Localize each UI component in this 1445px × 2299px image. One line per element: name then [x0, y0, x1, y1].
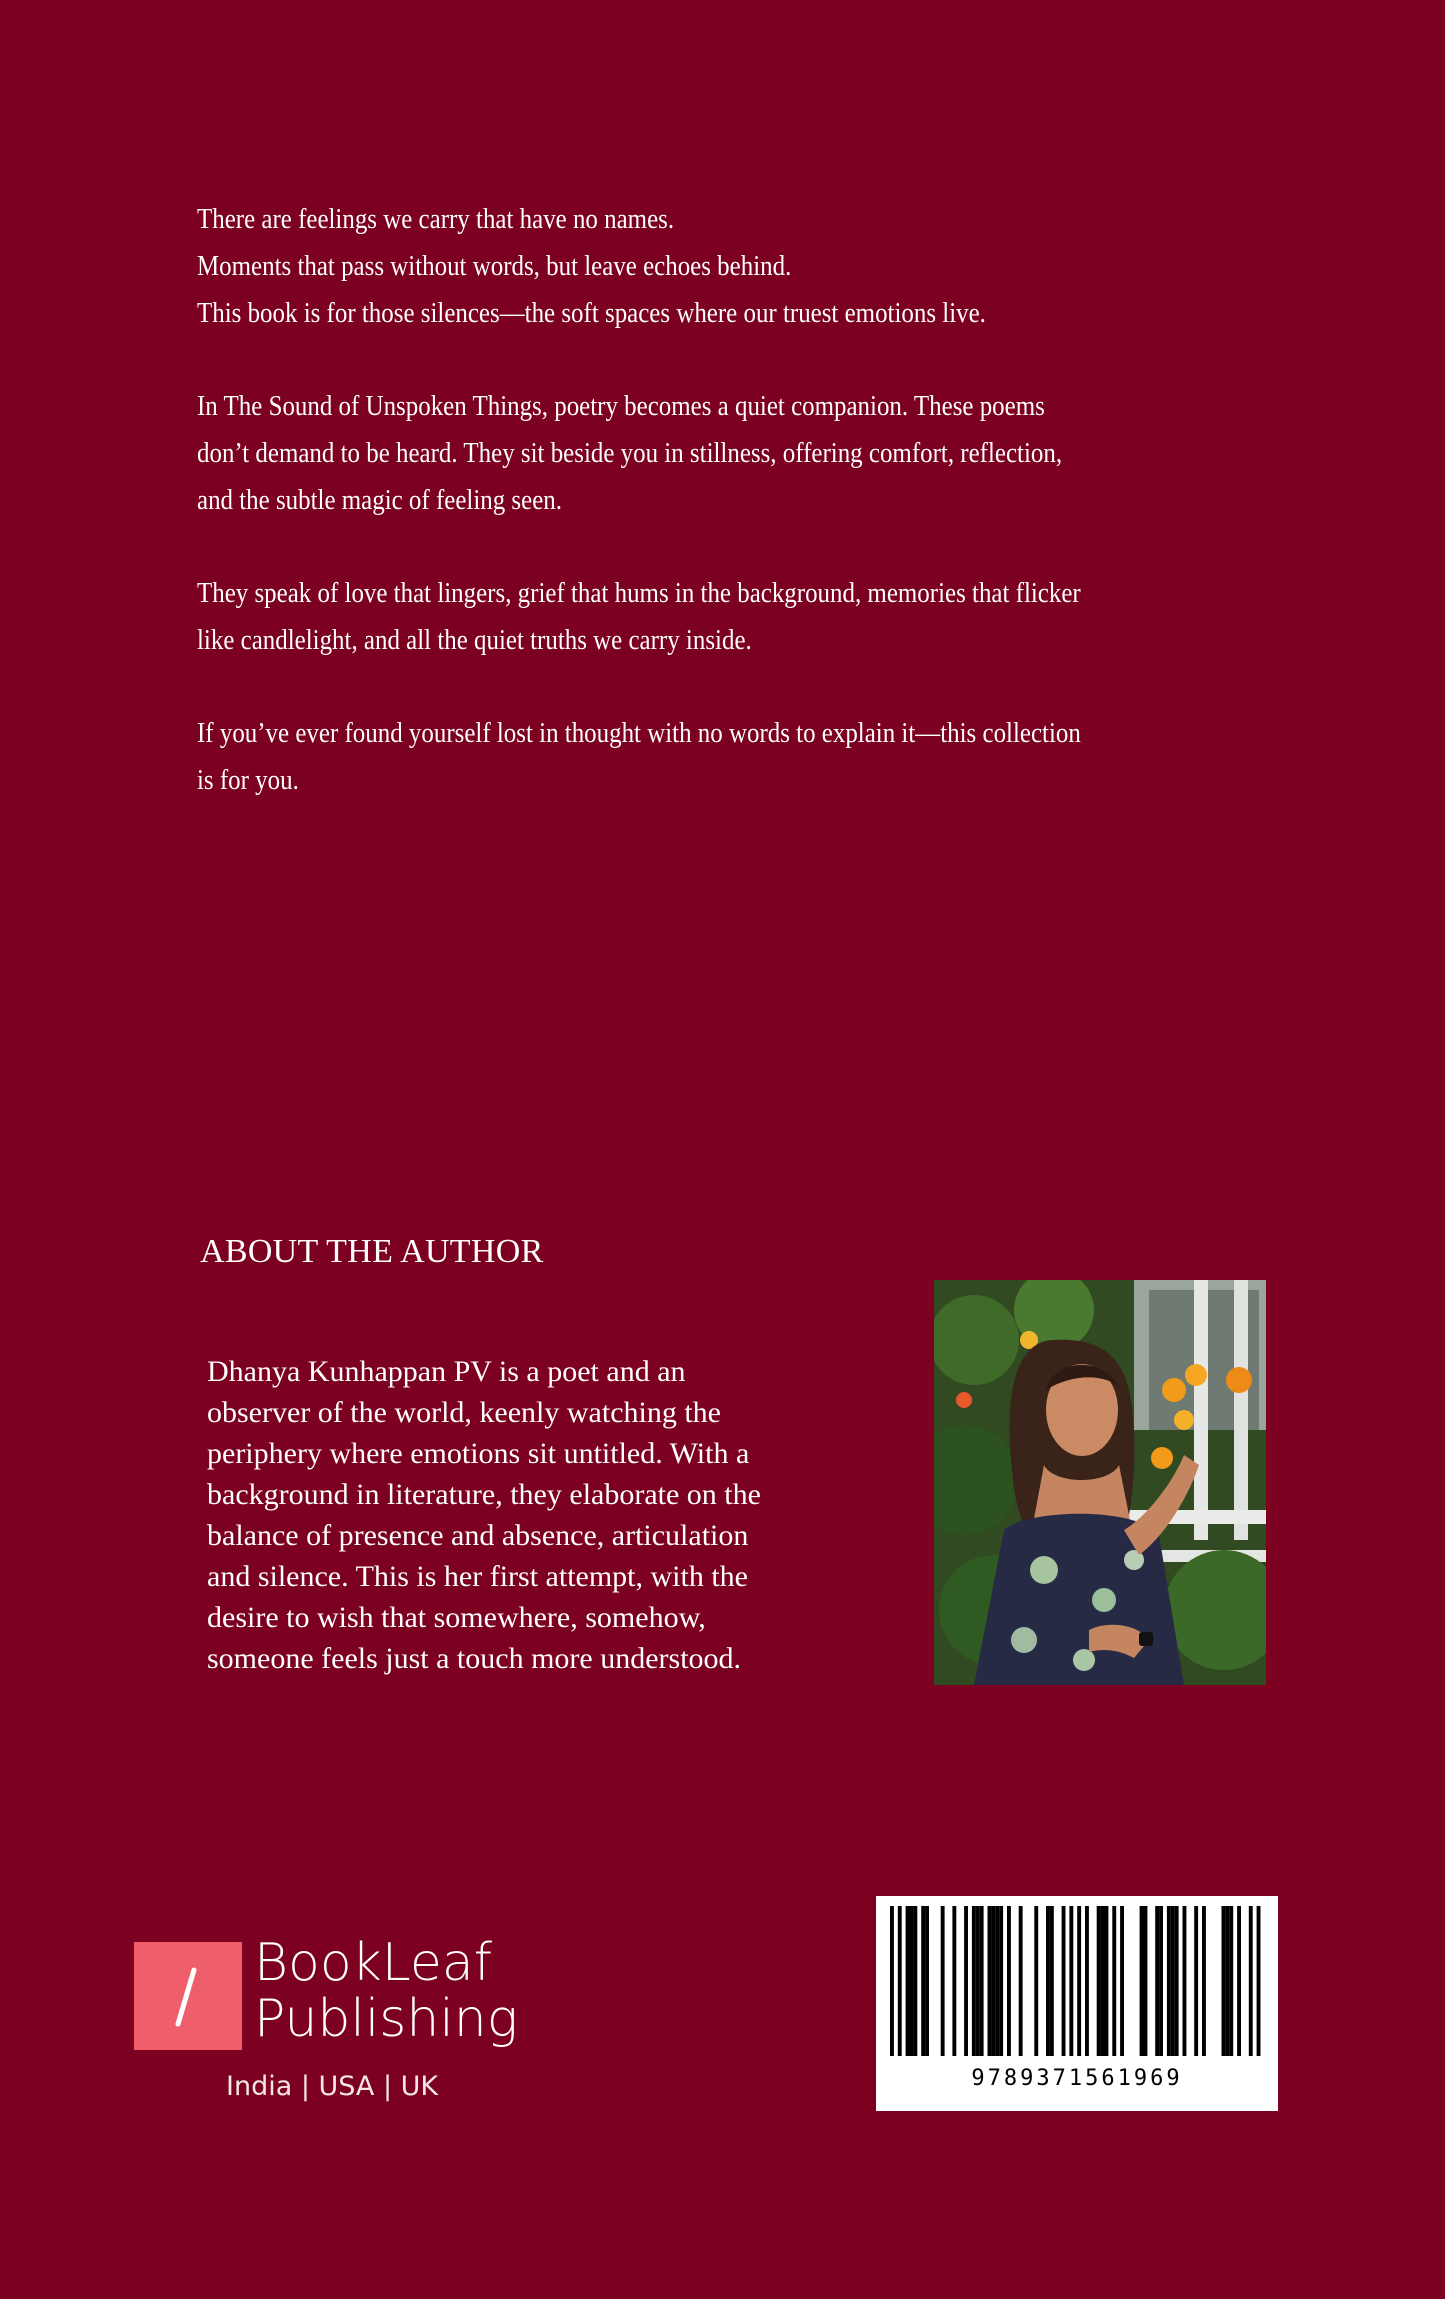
barcode-bar [991, 1906, 995, 2056]
blurb-line: In The Sound of Unspoken Things, poetry becomes a quiet companion. These poems [197, 390, 1045, 422]
barcode-bar [1007, 1906, 1011, 2056]
barcode-bar [1050, 1906, 1054, 2056]
barcode-bar [1046, 1906, 1050, 2056]
barcode-bar [1034, 1906, 1038, 2056]
barcode-bar [1229, 1906, 1233, 2056]
barcode-bar [999, 1906, 1003, 2056]
blurb-line: There are feelings we carry that have no names. [197, 203, 675, 235]
publisher-name-line1: BookLeaf [254, 1933, 493, 1993]
publisher-name-line2: Publishing [254, 1989, 518, 2049]
barcode-bar [1105, 1906, 1109, 2056]
barcode-bar [1019, 1906, 1023, 2056]
barcode-bar [1257, 1906, 1261, 2056]
barcode-bar [1155, 1906, 1159, 2056]
barcode-bar [1222, 1906, 1226, 2056]
barcode-bar [976, 1906, 980, 2056]
bio-line: someone feels just a touch more understood. [207, 1642, 742, 1675]
barcode-bar [980, 1906, 984, 2056]
blurb-line: They speak of love that lingers, grief that hums in the background, memories that flicker [197, 577, 1081, 609]
barcode-bar [1062, 1906, 1066, 2056]
blurb-line: like candlelight, and all the quiet truths we carry inside. [197, 624, 752, 656]
barcode-bar [913, 1906, 917, 2056]
barcode-bar [1140, 1906, 1144, 2056]
barcode-bar [1171, 1906, 1175, 2056]
barcode-bar [1194, 1906, 1198, 2056]
publisher-name [254, 1935, 518, 2047]
barcode-bar [988, 1906, 992, 2056]
barcode-bar [1159, 1906, 1163, 2056]
blurb-paragraph-2 [197, 383, 1063, 524]
blurb-line: is for you. [197, 764, 299, 796]
barcode-bar [1097, 1906, 1101, 2056]
barcode-bar [1101, 1906, 1105, 2056]
author-bio [207, 1351, 887, 1679]
blurb-line: This book is for those silences—the soft spaces where our truest emotions live. [197, 297, 986, 329]
blurb-line: don’t demand to be heard. They sit beside you in stillness, offering comfort, reflection, [197, 437, 1063, 469]
barcode-bar [1144, 1906, 1148, 2056]
barcode-bar [921, 1906, 925, 2056]
blurb-line: and the subtle magic of feeling seen. [197, 484, 562, 516]
barcode-bar [964, 1906, 968, 2056]
blurb-paragraph-3 [197, 570, 1081, 664]
barcode-bar [910, 1906, 914, 2056]
bio-line: balance of presence and absence, articulation [207, 1519, 749, 1552]
about-author-heading: ABOUT THE AUTHOR [200, 1233, 544, 1270]
barcode-bar [906, 1906, 910, 2056]
barcode-bar [1225, 1906, 1229, 2056]
bio-line: observer of the world, keenly watching the [207, 1396, 721, 1429]
bio-line: and silence. This is her first attempt, with the [207, 1560, 748, 1593]
author-photo [934, 1280, 1266, 1685]
bio-line: desire to wish that somewhere, somehow, [207, 1601, 706, 1634]
barcode-bar [1077, 1906, 1081, 2056]
barcode-bar [898, 1906, 902, 2056]
barcode-bar [1202, 1906, 1206, 2056]
barcode-bar [1183, 1906, 1187, 2056]
barcode-bar [1167, 1906, 1171, 2056]
isbn-barcode [876, 1896, 1278, 2111]
barcode-bar [972, 1906, 976, 2056]
barcode-bar [890, 1906, 894, 2056]
barcode-bar [1085, 1906, 1089, 2056]
publisher-logo [134, 1942, 242, 2050]
blurb-paragraph-1 [197, 196, 1057, 337]
barcode-bar [1237, 1906, 1241, 2056]
barcode-bar [1069, 1906, 1073, 2056]
bio-line: background in literature, they elaborate on the [207, 1478, 761, 1511]
blurb-line: Moments that pass without words, but leave echoes behind. [197, 250, 792, 282]
barcode-bar [925, 1906, 929, 2056]
isbn-number: 9789371561969 [971, 2066, 1183, 2091]
barcode-bar [1120, 1906, 1124, 2056]
bio-line: periphery where emotions sit untitled. With a [207, 1437, 750, 1470]
barcode-bar [941, 1906, 945, 2056]
back-cover-blurb [197, 196, 1081, 850]
publisher-regions: India | USA | UK [226, 2071, 439, 2102]
barcode-bar [1249, 1906, 1253, 2056]
barcode-bar [995, 1906, 999, 2056]
barcode-bar [1112, 1906, 1116, 2056]
blurb-line: If you’ve ever found yourself lost in thought with no words to explain it—this collection [197, 717, 1081, 749]
bio-line: Dhanya Kunhappan PV is a poet and an [207, 1355, 686, 1388]
barcode-bar [952, 1906, 956, 2056]
blurb-paragraph-4 [197, 710, 1081, 804]
barcode-bar [1175, 1906, 1179, 2056]
